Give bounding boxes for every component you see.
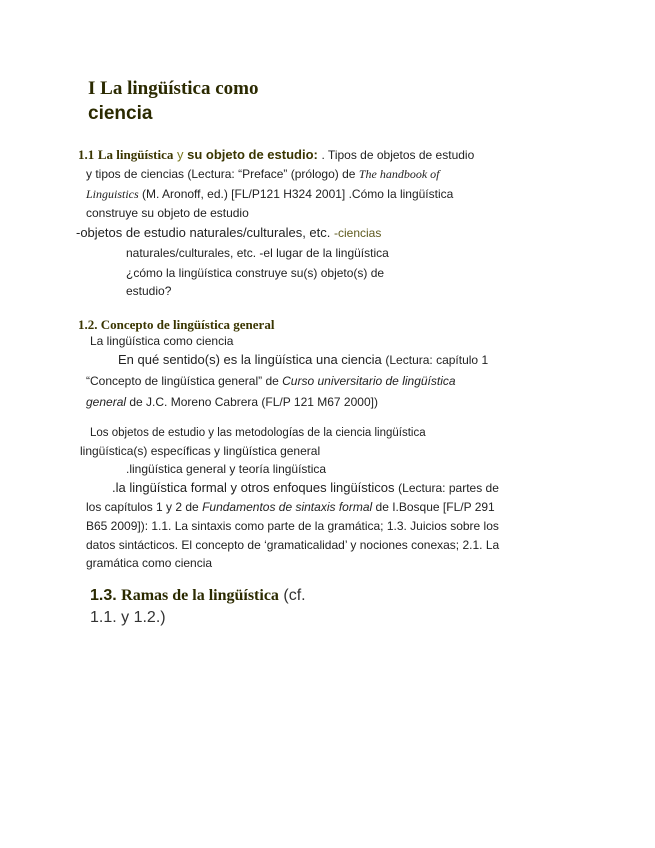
title-line-1-text: La lingüística como [100, 78, 259, 99]
fundamentos-title: Fundamentos de sintaxis formal [202, 500, 373, 514]
line-f-1: .la lingüística formal y otros enfoques lingüísticos [112, 480, 395, 495]
line-5-a: -objetos de estudio naturales/culturales, etc. [76, 225, 331, 240]
section-1-1-line-7: ¿cómo la lingüística construye su(s) objeto(s) de [126, 266, 385, 280]
section-1-2-line-a [118, 353, 488, 368]
section-1-2-line-c [86, 396, 378, 410]
line-2-text: y tipos de ciencias (Lectura: “Preface” (prólogo) de [86, 167, 356, 181]
line-g-1: los capítulos 1 y 2 de [86, 500, 199, 514]
line-f-2: (Lectura: partes de [398, 481, 499, 495]
section-1-2-line-g [86, 501, 495, 515]
line-5-b: -ciencias [334, 226, 382, 240]
section-1-1-heading-a: La lingüística [97, 147, 174, 162]
curso-title: Curso universitario de lingüística [282, 374, 456, 388]
linguistics-title: Linguistics [86, 187, 139, 201]
section-1-3-line-2: 1.1. y 1.2.) [90, 609, 166, 626]
handbook-title: The handbook of [358, 167, 440, 181]
section-1-1-line-2 [86, 168, 439, 182]
section-1-2-line-h: B65 2009]): 1.1. La sintaxis como parte de la gramática; 1.3. Juicios sobre los [86, 519, 499, 533]
section-1-2-sub-2: Los objetos de estudio y las metodologías de la ciencia lingüística [90, 427, 426, 439]
line-3-rest: (M. Aronoff, ed.) [FL/P121 H324 2001] .Cómo la lingüística [142, 187, 454, 201]
section-1-2-line-b [86, 375, 456, 389]
section-1-1-heading-y: y [177, 147, 184, 162]
section-1-2-line-d: lingüística(s) específicas y lingüística general [80, 444, 321, 458]
line-g-2: de I.Bosque [FL/P 291 [375, 500, 495, 514]
section-1-1-heading-b: su objeto de estudio: [187, 147, 318, 162]
general-title: general [86, 395, 127, 409]
section-1-2-line-f [112, 481, 499, 496]
line-c-rest: de J.C. Moreno Cabrera (FL/P 121 M67 2000]) [129, 395, 378, 409]
section-1-1-line-8: estudio? [126, 284, 172, 298]
section-1-2-heading: 1.2. Concepto de lingüística general [78, 317, 275, 332]
line-i-2: y nociones conexas; 2.1. La [350, 538, 500, 552]
section-1-1-line-6: naturales/culturales, etc. -el lugar de la lingüística [126, 246, 389, 260]
section-1-3-heading [90, 587, 306, 605]
line-a-1: En qué sentido(s) es la lingüística una ciencia [118, 352, 382, 367]
section-1-1-line-4: construye su objeto de estudio [86, 206, 249, 220]
section-1-2-sub-1: La lingüística como ciencia [90, 334, 234, 348]
section-1-2-line-j: gramática como ciencia [86, 556, 213, 570]
section-1-2-line-i [86, 539, 499, 553]
title-prefix: I [88, 78, 96, 99]
page-title-line-1 [88, 78, 259, 100]
section-1-3-heading-text: Ramas de la lingüística [121, 587, 279, 604]
line-b-1: “Concepto de lingüística general” de [86, 374, 279, 388]
section-1-3-number: 1.3. [90, 587, 117, 604]
section-1-1-number: 1.1 [78, 147, 95, 162]
page-title-line-2: ciencia [88, 103, 153, 124]
section-1-1-heading [78, 148, 474, 163]
section-1-3-after: (cf. [283, 587, 306, 604]
line-a-2: (Lectura: capítulo 1 [385, 353, 489, 367]
section-1-2-line-e: .lingüística general y teoría lingüística [126, 462, 327, 476]
section-1-1-line-5 [76, 226, 381, 241]
line-i-1: datos sintácticos. El concepto de [86, 538, 261, 552]
gramaticalidad-quote: ‘gramaticalidad’ [264, 538, 348, 552]
section-1-1-after-heading: . Tipos de objetos de estudio [321, 148, 475, 162]
section-1-1-line-3 [86, 188, 453, 202]
